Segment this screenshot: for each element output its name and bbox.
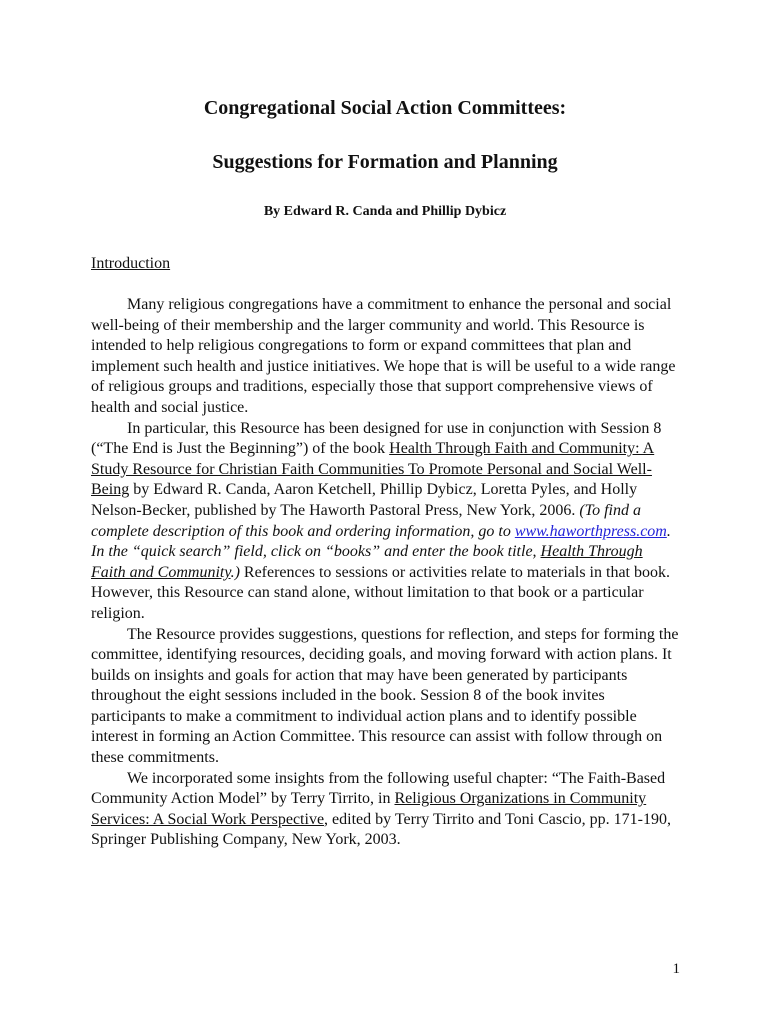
paragraph-2-text-a: In particular, this Resource has been designed for use in conjunction with Session 8 (“The End is Just the Beginning”) of the book [91, 419, 662, 458]
ordering-note-book-title: Health Through Faith and Community [91, 543, 643, 581]
paragraph-2 [91, 419, 679, 625]
haworthpress-link[interactable]: www.haworthpress.com [514, 522, 667, 540]
book-title-health-through-faith: Health Through Faith and Community: A Study Resource for Christian Faith Communities To Promote Personal and Social Well-Being [91, 440, 655, 499]
book-title-religious-organizations: Religious Organizations in Community Services: A Social Work Perspective [91, 790, 647, 828]
paragraph-2-text-b: by Edward R. Canda, Aaron Ketchell, Phillip Dybicz, Loretta Pyles, and Holly Nelson-Becker, published by The Haworth Pastoral Press, New York, 2006. [91, 481, 638, 519]
paragraph-1-text: Many religious congregations have a commitment to enhance the personal and social well-being of their membership and the larger community and world. This Resource is intended to help religious congregations to form or expand committees that plan and implement such health and justice initiatives. We hope that is will be useful to a wide range of religious groups and traditions, especially those that support comprehensive views of health and social justice. [91, 296, 676, 416]
introduction-body [91, 295, 679, 851]
page-number: 1 [672, 961, 680, 977]
document-subtitle: Suggestions for Formation and Planning [212, 151, 558, 173]
paragraph-1 [91, 295, 679, 419]
paragraph-2-text-c: References to sessions or activities relate to materials in that book. However, this Resource can stand alone, without limitation to that book or a particular religion. [91, 563, 670, 622]
paragraph-4-text-a: We incorporated some insights from the following useful chapter: “The Faith-Based Community Action Model” by Terry Tirrito, in [91, 769, 666, 808]
author-byline: By Edward R. Canda and Phillip Dybicz [263, 204, 507, 219]
paragraph-3 [91, 625, 679, 769]
paragraph-4 [91, 769, 679, 851]
ordering-note-text-c: .) [230, 563, 240, 581]
paragraph-3-text: The Resource provides suggestions, questions for reflection, and steps for forming the committee, identifying resources, deciding goals, and moving forward with action plans. It builds on insights and goals for action that may have been generated by participants throughout the eight sessions included in the book. Session 8 of the book invites participants to make a commitment to individual action plans and to identify possible interest in forming an Action Committee. This resource can assist with follow through on these commitments. [91, 625, 679, 767]
document-title: Congregational Social Action Committees: [203, 97, 567, 119]
ordering-note-text-b: . In the “quick search” field, click on “books” and enter the book title, [91, 522, 671, 561]
paragraph-4-text-b: , edited by Terry Tirrito and Toni Cascio, pp. 171-190, Springer Publishing Company, New York, 2003. [91, 810, 671, 849]
ordering-note-text-a: (To find a complete description of this book and ordering information, go to [91, 501, 641, 540]
section-heading-introduction: Introduction [91, 255, 171, 272]
